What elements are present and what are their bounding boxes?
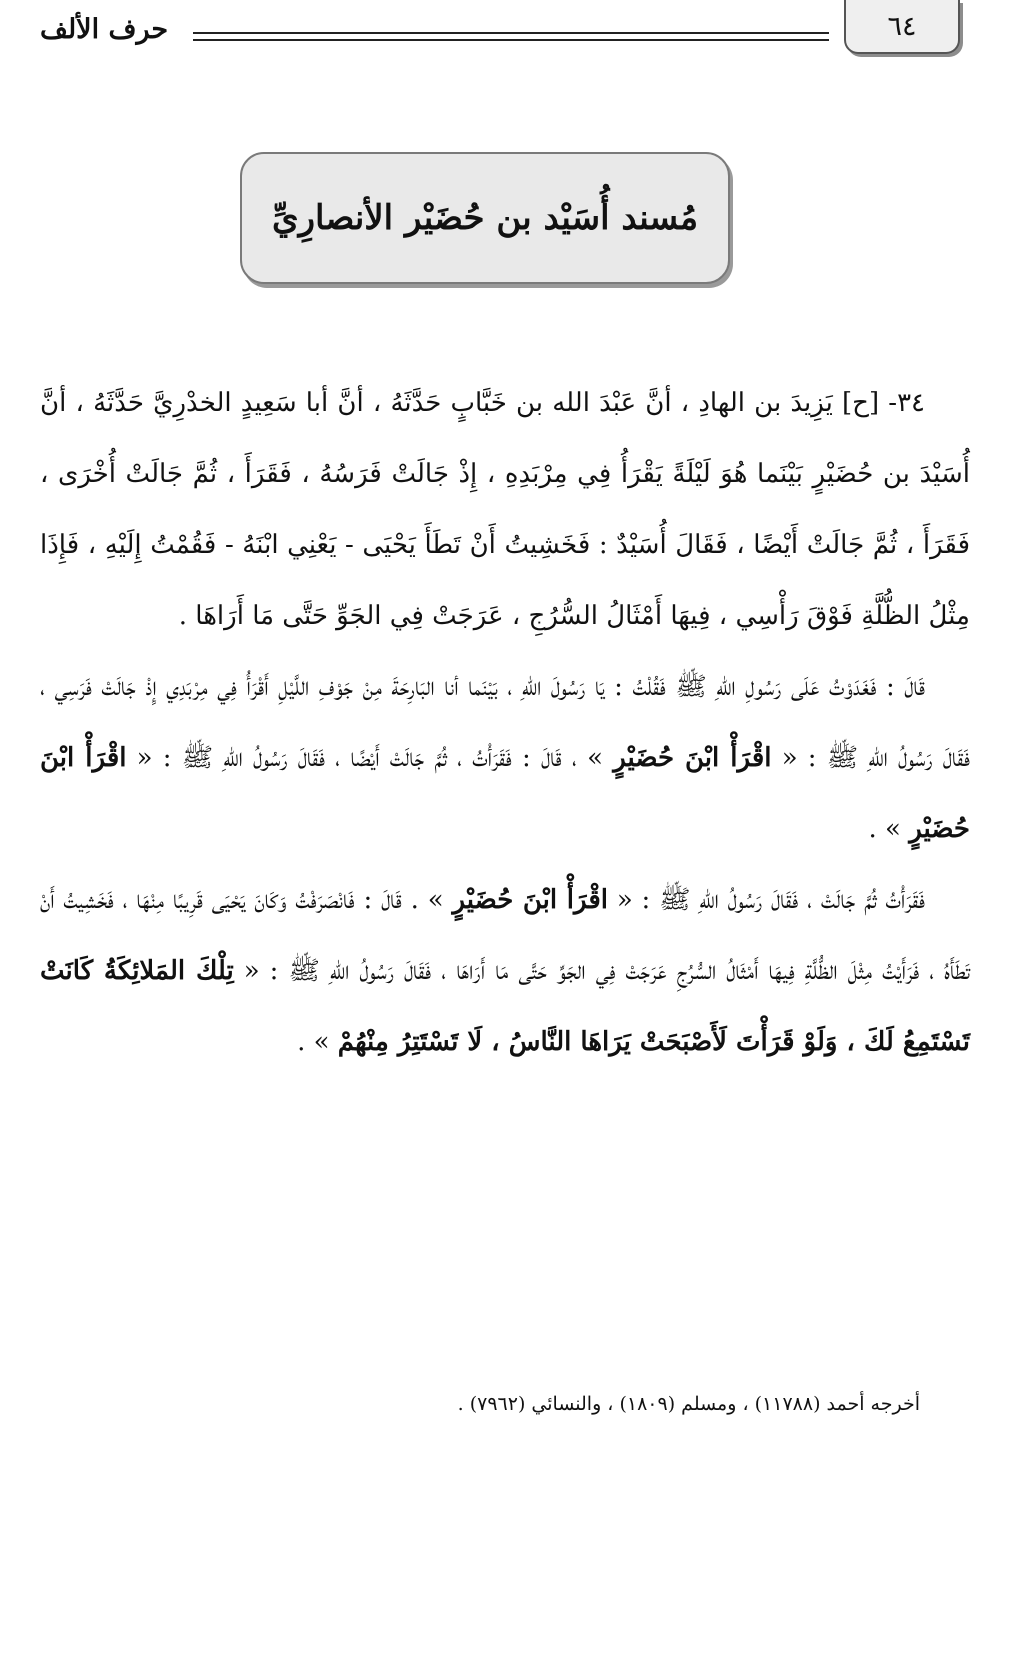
hadith-text: [40, 368, 970, 1078]
paragraph-3-text-a: فَقَرَأْتُ ثُمَّ جَالَتْ ، فَقَالَ رَسُولُ اللهِ ﷺ : «: [607, 885, 926, 915]
hadith-paragraph-3: [40, 865, 970, 1078]
paragraph-2-text-b: » ، قَالَ : فَقَرَأْتُ ، ثُمَّ جَالَتْ أَيْضًا ، فَقَالَ رَسُولُ اللهِ ﷺ : «: [126, 743, 614, 773]
header-rule-top: [193, 32, 829, 34]
paragraph-3-text-b: » . قَالَ : فَانْصَرَفْتُ وَكَانَ يَحْيَى قَرِيبًا مِنْهَا ، فَخَشِيتُ أَنْ تَطَأَهُ ، فَرَأَيْتُ مِثْلَ الظُّلَّةِ فِيهَا أَمْثَالُ السُّرُجِ عَرَجَتْ فِي الجَوِّ حَتَّى مَا أَرَاهَا ، فَقَالَ رَسُولُ اللهِ ﷺ : «: [40, 885, 970, 986]
prophetic-quote: اقْرَأْ ابْنَ حُضَيْرٍ: [613, 743, 772, 773]
paragraph-1-text: ٣٤- [ح] يَزِيدَ بن الهادِ ، أنَّ عَبْدَ الله بن خَبَّابٍ حَدَّثَهُ ، أنَّ أبا سَعِيدٍ الخدْرِيَّ حَدَّثَهُ ، أنَّ أُسَيْدَ بن حُضَيْرٍ بَيْنَما هُوَ لَيْلَةً يَقْرَأُ فِي مِرْبَدِهِ ، إِذْ جَالَتْ فَرَسُهُ ، فَقَرَأَ ، ثُمَّ جَالَتْ أُخْرَى ، فَقَرَأَ ، ثُمَّ جَالَتْ أَيْضًا ، فَقَالَ أُسَيْدٌ : فَخَشِيتُ أَنْ تَطَأَ يَحْيَى - يَعْنِي ابْنَهُ - فَقُمْتُ إِلَيْهِ ، فَإِذَا مِثْلُ الظُّلَّةِ فَوْقَ رَأْسِي ، فِيهَا أَمْثَالُ السُّرُجِ ، عَرَجَتْ فِي الجَوِّ حَتَّى مَا أَرَاهَا .: [40, 388, 970, 631]
header-rule-bottom: [193, 39, 829, 41]
hadith-paragraph-2: [40, 652, 970, 865]
page-number: ٦٤: [887, 10, 917, 42]
paragraph-2-text-c: » .: [868, 814, 910, 844]
source-footnote: أخرجه أحمد (١١٧٨٨) ، ومسلم (١٨٠٩) ، والنسائي (٧٩٦٢) .: [457, 1393, 920, 1415]
page-number-tab: [844, 0, 960, 54]
prophetic-quote: اقْرَأْ ابْنَ حُضَيْرٍ: [452, 885, 608, 915]
hadith-paragraph-1: [40, 368, 970, 652]
page-header: [0, 0, 1010, 70]
section-title-box: [240, 152, 730, 284]
paragraph-2-text-a: قَالَ : فَغَدَوْتُ عَلَى رَسُولِ اللهِ ﷺ فَقُلْتُ : يَا رَسُولَ اللهِ ، بَيْنَما أنا البَارِحَةَ مِنْ جَوْفِ اللَّيْلِ أَقْرَأُ فِي مِرْبَدِي إِذْ جَالَتْ فَرَسِي ، فَقَالَ رَسُولُ اللهِ ﷺ : «: [40, 672, 970, 773]
running-title: حرف الألف: [40, 14, 169, 45]
paragraph-3-text-c: » .: [297, 1027, 338, 1057]
section-title: مُسند أُسَيْد بن حُضَيْر الأنصارِيِّ: [271, 198, 699, 238]
prophetic-quote: تِلْكَ المَلائِكَةُ كَانَتْ تَسْتَمِعُ لَكَ ، وَلَوْ قَرَأْتَ لَأَصْبَحَتْ يَرَاهَا النَّاسُ ، لَا تَسْتَتِرُ مِنْهُمْ: [40, 956, 970, 1057]
prophetic-quote: اقْرَأْ ابْنَ حُضَيْرٍ: [40, 743, 970, 844]
